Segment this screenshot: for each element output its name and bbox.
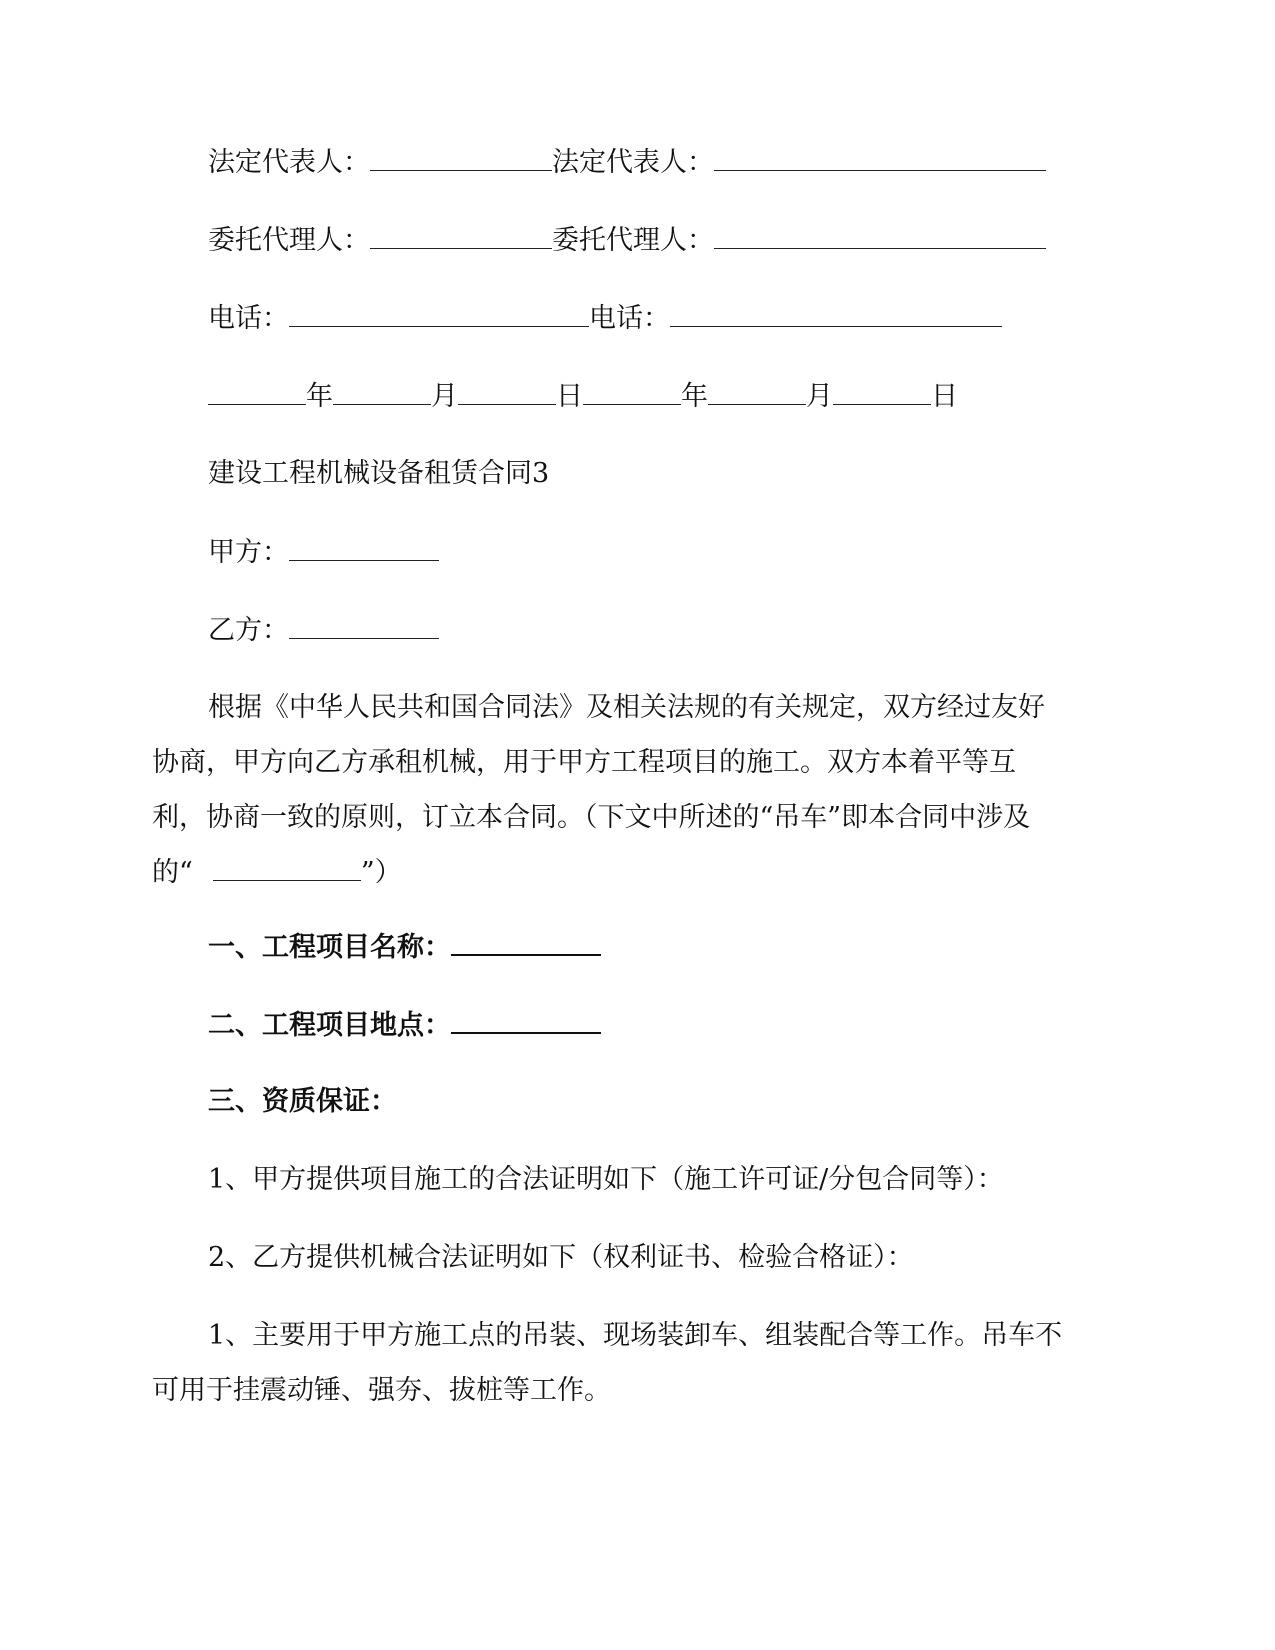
contract-title: 建设工程机械设备租赁合同3 bbox=[208, 458, 550, 489]
section-qualification: 三、资质保证： bbox=[208, 1086, 397, 1117]
month-label-b: 月 bbox=[806, 381, 833, 412]
item-machine-proof: 2、乙方提供机械合法证明如下（权利证书、检验合格证）： bbox=[208, 1242, 914, 1273]
phone-label-a: 电话： bbox=[208, 303, 289, 334]
agent-blank-b[interactable] bbox=[714, 218, 1046, 249]
project-location-blank[interactable] bbox=[451, 1002, 601, 1034]
month-label-a: 月 bbox=[431, 381, 458, 412]
section-project-name bbox=[208, 924, 601, 968]
agent-label-a: 委托代理人： bbox=[208, 225, 370, 256]
day-blank-a[interactable] bbox=[458, 374, 556, 405]
day-label-b: 日 bbox=[931, 381, 958, 412]
party-b-blank[interactable] bbox=[289, 608, 439, 639]
agent-blank-a[interactable] bbox=[370, 218, 552, 249]
year-label-a: 年 bbox=[306, 381, 333, 412]
phone-label-b: 电话： bbox=[589, 303, 670, 334]
item-permit-proof: 1、甲方提供项目施工的合法证明如下（施工许可证/分包合同等）： bbox=[208, 1164, 1004, 1195]
party-a-blank[interactable] bbox=[289, 530, 439, 561]
legal-rep-label-b: 法定代表人： bbox=[552, 147, 714, 178]
project-name-blank[interactable] bbox=[451, 924, 601, 956]
usage-text: 1、主要用于甲方施工点的吊装、现场装卸车、组装配合等工作。吊车不可用于挂震动锤、强夯、拔桩等工作。 bbox=[152, 1320, 1063, 1406]
intro-text: 根据《中华人民共和国合同法》及相关法规的有关规定，双方经过友好协商，甲方向乙方承租机械，用于甲方工程项目的施工。双方本着平等互利，协商一致的原则，订立本合同。（下文中所述的“吊车”即本合同中涉及的“ bbox=[152, 692, 1045, 888]
month-blank-a[interactable] bbox=[333, 374, 431, 405]
agent-label-b: 委托代理人： bbox=[552, 225, 714, 256]
party-a-line bbox=[208, 530, 439, 574]
date-line bbox=[208, 374, 958, 418]
legal-rep-label-a: 法定代表人： bbox=[208, 147, 370, 178]
agent-line bbox=[208, 218, 1046, 262]
crane-definition-blank[interactable] bbox=[213, 850, 361, 881]
section-project-location bbox=[208, 1002, 601, 1046]
legal-rep-blank-a[interactable] bbox=[370, 140, 552, 171]
legal-rep-line bbox=[208, 140, 1046, 184]
party-b-label: 乙方： bbox=[208, 615, 289, 646]
year-blank-b[interactable] bbox=[583, 374, 681, 405]
intro-paragraph bbox=[152, 680, 1064, 900]
phone-blank-b[interactable] bbox=[670, 296, 1002, 327]
intro-end: ”） bbox=[360, 857, 402, 888]
section-project-name-label: 一、工程项目名称： bbox=[208, 932, 451, 963]
phone-line bbox=[208, 296, 1002, 340]
year-label-b: 年 bbox=[681, 381, 708, 412]
legal-rep-blank-b[interactable] bbox=[714, 140, 1046, 171]
party-a-label: 甲方： bbox=[208, 537, 289, 568]
usage-paragraph bbox=[152, 1308, 1064, 1418]
day-blank-b[interactable] bbox=[833, 374, 931, 405]
section-project-location-label: 二、工程项目地点： bbox=[208, 1010, 451, 1041]
month-blank-b[interactable] bbox=[708, 374, 806, 405]
phone-blank-a[interactable] bbox=[289, 296, 589, 327]
day-label-a: 日 bbox=[556, 381, 583, 412]
party-b-line bbox=[208, 608, 439, 652]
year-blank-a[interactable] bbox=[208, 374, 306, 405]
